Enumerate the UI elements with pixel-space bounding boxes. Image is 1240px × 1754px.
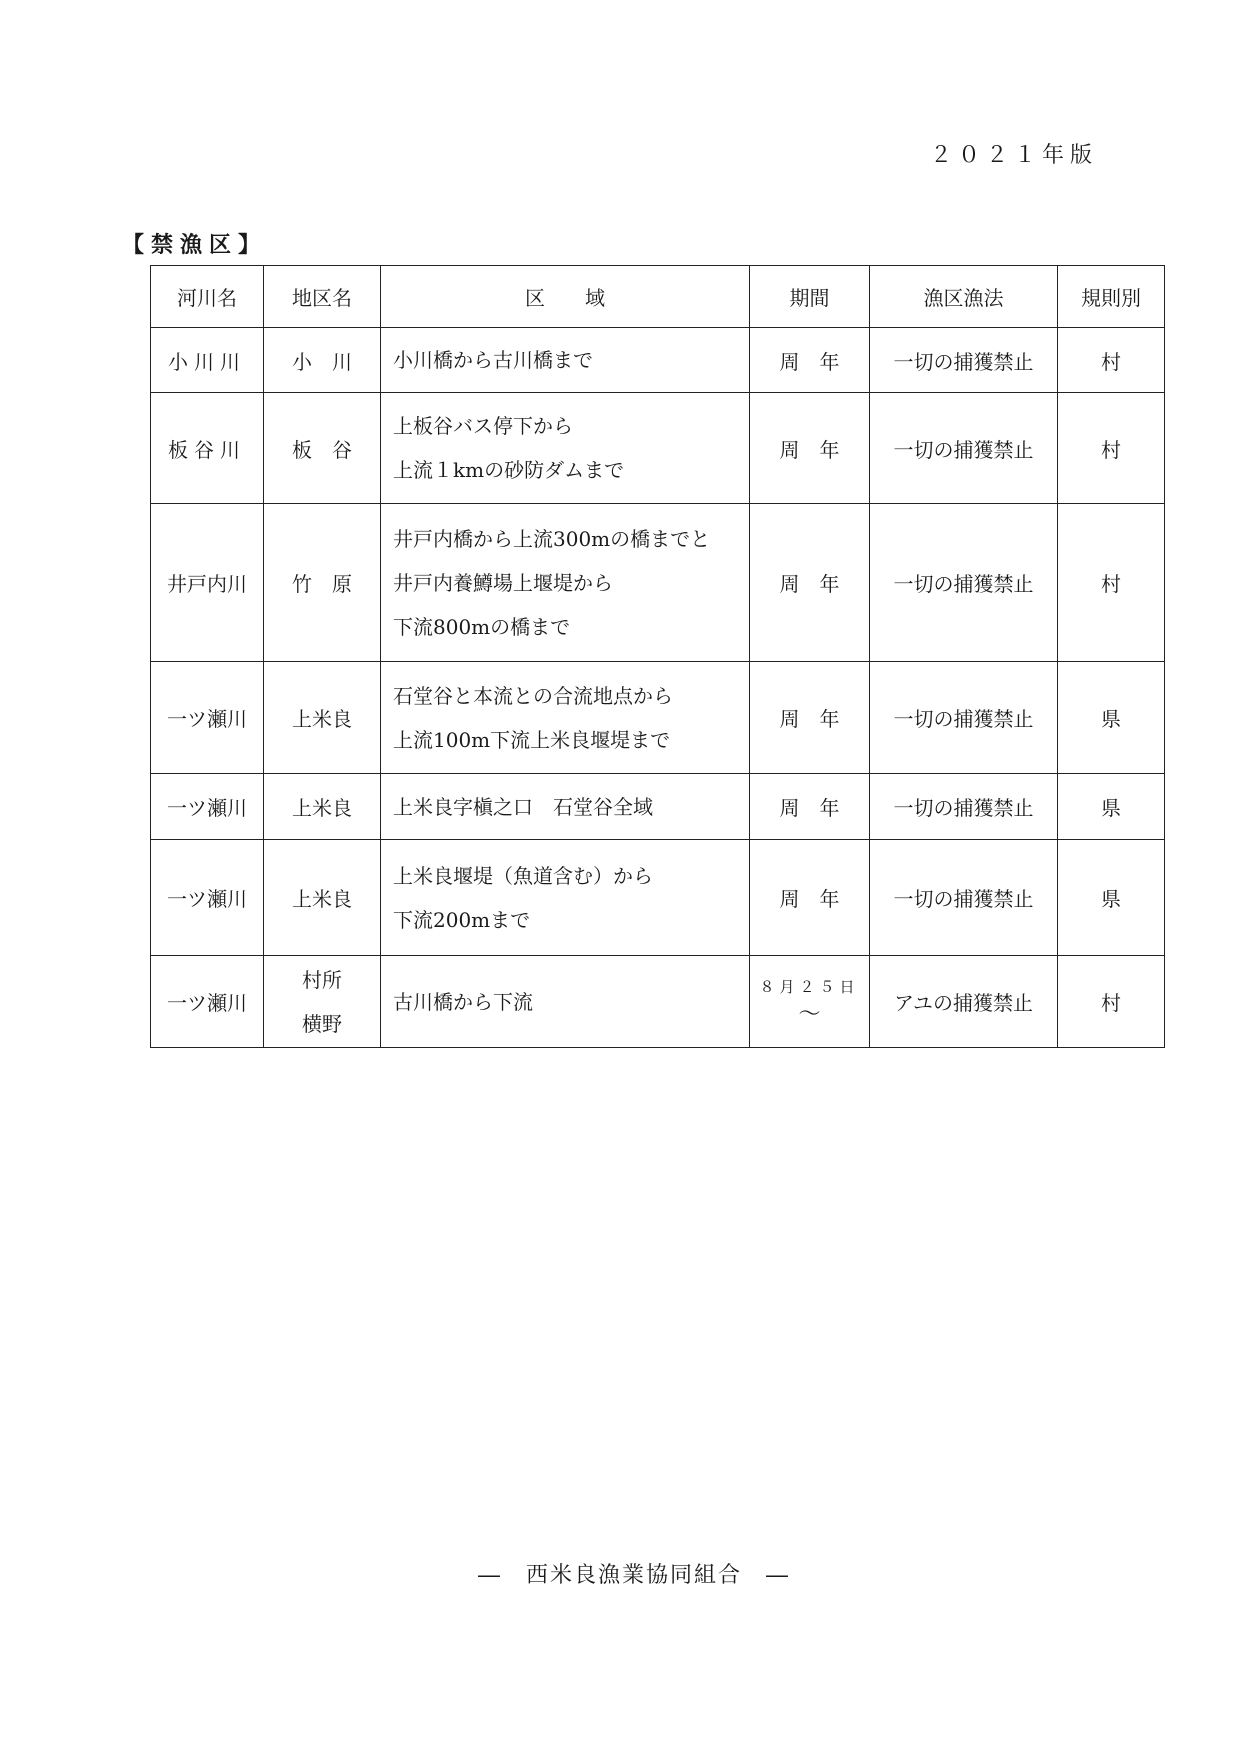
- cell-area: [381, 774, 750, 840]
- period-tilde: ～: [798, 1001, 821, 1027]
- cell-rule: 県: [1058, 774, 1165, 840]
- table-row: [151, 328, 1165, 393]
- area-line: 上米良堰堤（魚道含む）から: [393, 863, 653, 888]
- table-row: [151, 840, 1165, 956]
- area-line: 上流１kmの砂防ダムまで: [393, 458, 625, 482]
- cell-area: [381, 840, 750, 956]
- area-line: 古川橋から下流: [393, 989, 533, 1014]
- cell-period: 周 年: [750, 393, 870, 504]
- table-row: [151, 774, 1165, 840]
- cell-method: 一切の捕獲禁止: [870, 774, 1058, 840]
- cell-period: 周 年: [750, 774, 870, 840]
- cell-method: 一切の捕獲禁止: [870, 504, 1058, 662]
- area-line: 上板谷バス停下から: [393, 414, 573, 438]
- header-rule: 規則別: [1058, 266, 1165, 328]
- cell-district: 上米良: [264, 662, 381, 774]
- cell-method: 一切の捕獲禁止: [870, 662, 1058, 774]
- district-line: 村所: [302, 967, 342, 992]
- cell-rule: 村: [1058, 393, 1165, 504]
- cell-method: 一切の捕獲禁止: [870, 393, 1058, 504]
- cell-period: [750, 956, 870, 1048]
- cell-river: 一ツ瀬川: [151, 774, 264, 840]
- cell-period: 周 年: [750, 662, 870, 774]
- header-period: 期間: [750, 266, 870, 328]
- district-line: 横野: [302, 1011, 342, 1036]
- area-line: 井戸内養鱒場上堰堤から: [393, 570, 613, 595]
- cell-area: [381, 393, 750, 504]
- cell-river: 一ツ瀬川: [151, 956, 264, 1048]
- edition-label: ２０２１年版: [930, 143, 1099, 168]
- table-row: [151, 956, 1165, 1048]
- cell-district: [264, 956, 381, 1048]
- cell-rule: 県: [1058, 840, 1165, 956]
- cell-area: [381, 662, 750, 774]
- cell-river: 一ツ瀬川: [151, 662, 264, 774]
- header-area: 区 域: [381, 266, 750, 328]
- cell-method: 一切の捕獲禁止: [870, 328, 1058, 393]
- table-header-row: [151, 266, 1165, 328]
- area-line: 上流100m下流上米良堰堤まで: [393, 727, 671, 752]
- cell-area: [381, 504, 750, 662]
- cell-area: [381, 328, 750, 393]
- cell-rule: 村: [1058, 328, 1165, 393]
- footer-organization: ― 西米良漁業協同組合 ―: [478, 1563, 791, 1588]
- cell-rule: 村: [1058, 956, 1165, 1048]
- header-method: 漁区漁法: [870, 266, 1058, 328]
- cell-method: 一切の捕獲禁止: [870, 840, 1058, 956]
- cell-district: 竹 原: [264, 504, 381, 662]
- cell-river: 板谷川: [151, 393, 264, 504]
- area-line: 井戸内橋から上流300mの橋までと: [393, 526, 711, 551]
- section-title: 【禁漁区】: [122, 233, 268, 258]
- cell-period: 周 年: [750, 504, 870, 662]
- period-start-date: ８月２５日: [759, 977, 860, 996]
- cell-river: 井戸内川: [151, 504, 264, 662]
- cell-district: 板 谷: [264, 393, 381, 504]
- table-row: [151, 393, 1165, 504]
- cell-area: [381, 956, 750, 1048]
- table-row: [151, 662, 1165, 774]
- no-fishing-zones-table: [150, 265, 1165, 1048]
- area-line: 石堂谷と本流との合流地点から: [393, 683, 673, 708]
- area-line: 小川橋から古川橋まで: [393, 348, 593, 372]
- cell-river: 一ツ瀬川: [151, 840, 264, 956]
- header-district: 地区名: [264, 266, 381, 328]
- cell-district: 上米良: [264, 774, 381, 840]
- cell-river: 小川川: [151, 328, 264, 393]
- area-line: 下流800mの橋まで: [393, 614, 571, 639]
- cell-period: 周 年: [750, 328, 870, 393]
- cell-method: アユの捕獲禁止: [870, 956, 1058, 1048]
- area-line: 上米良字槇之口 石堂谷全域: [393, 794, 653, 819]
- cell-rule: 村: [1058, 504, 1165, 662]
- cell-period: 周 年: [750, 840, 870, 956]
- cell-district: 小 川: [264, 328, 381, 393]
- area-line: 下流200mまで: [393, 907, 531, 932]
- table-row: [151, 504, 1165, 662]
- cell-rule: 県: [1058, 662, 1165, 774]
- header-river: 河川名: [151, 266, 264, 328]
- cell-district: 上米良: [264, 840, 381, 956]
